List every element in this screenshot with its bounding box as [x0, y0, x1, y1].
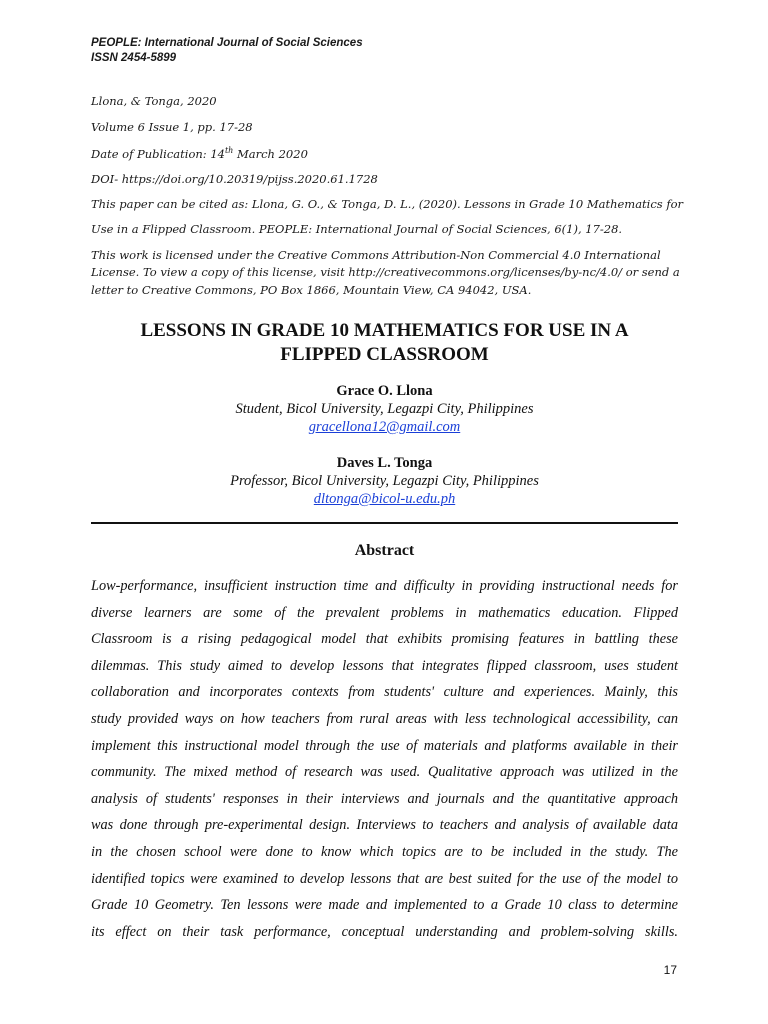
abstract-line: Grade 10 Geometry. Ten lessons were made and implemented to a Grade 10 class to determine [91, 897, 678, 914]
author-affiliation: Professor, Bicol University, Legazpi City, Philippines [230, 473, 539, 489]
abstract-line: analysis of students' responses in their interviews and journals and the quantitative approach [91, 790, 678, 807]
license-line-3: letter to Creative Commons, PO Box 1866, Mountain View, CA 94042, USA. [91, 283, 532, 297]
abstract-line: identified topics were examined to develop lessons that are best suited for the use of the model to [91, 870, 678, 887]
page-number: 17 [663, 963, 677, 977]
abstract-line: Low-performance, insufficient instruction time and difficulty in providing instructional needs for [91, 578, 678, 594]
abstract-line: Classroom is a rising pedagogical model that exhibits promising features in battling these [91, 631, 678, 648]
author-block-1 [91, 382, 678, 436]
citation-line-1: This paper can be cited as: Llona, G. O., & Tonga, D. L., (2020). Lessons in Grade 10 Mathematics for [91, 197, 684, 211]
abstract-line: community. The mixed method of research was used. Qualitative approach was utilized in the [91, 764, 678, 781]
abstract-line: collaboration and incorporates contexts from students' culture and experiences. Mainly, this [91, 684, 678, 701]
abstract-line: diverse learners are some of the prevalent problems in mathematics education. Flipped [91, 604, 678, 621]
title-line-1: LESSONS IN GRADE 10 MATHEMATICS FOR USE IN A [140, 320, 629, 341]
journal-name: PEOPLE: International Journal of Social Sciences [91, 37, 363, 49]
abstract-line: dilemmas. This study aimed to develop lessons that integrates flipped classroom, uses student [91, 657, 678, 674]
volume-info: Volume 6 Issue 1, pp. 17-28 [91, 120, 253, 134]
author-email-link[interactable]: gracellona12@gmail.com [308, 419, 461, 435]
publication-date [91, 146, 681, 161]
section-divider [91, 522, 678, 524]
pub-date-sup: th [224, 146, 234, 155]
abstract-line: implement this instructional model through the use of materials and platforms available in their [91, 737, 678, 754]
abstract-body [91, 573, 678, 945]
abstract-line: in the chosen school were done to know which topics are to be included in the study. The [91, 843, 678, 860]
author-block-2 [91, 454, 678, 508]
author-name: Daves L. Tonga [336, 455, 433, 471]
journal-issn: ISSN 2454-5899 [91, 52, 177, 64]
title-line-2: FLIPPED CLASSROOM [280, 344, 489, 365]
license-line-2: License. To view a copy of this license, visit http://creativecommons.org/licenses/by-nc/4.0/ or send a [91, 265, 680, 279]
license-line-1: This work is licensed under the Creative Commons Attribution-Non Commercial 4.0 International [91, 248, 661, 262]
author-email-link[interactable]: dltonga@bicol-u.edu.ph [313, 491, 456, 507]
citation-line-2: Use in a Flipped Classroom. PEOPLE: International Journal of Social Sciences, 6(1), 17-28. [91, 222, 623, 236]
author-affiliation: Student, Bicol University, Legazpi City, Philippines [235, 401, 534, 417]
authors-year: Llona, & Tonga, 2020 [91, 94, 217, 108]
running-header [91, 36, 363, 66]
author-name: Grace O. Llona [336, 383, 433, 399]
abstract-heading: Abstract [354, 542, 415, 559]
abstract-line: its effect on their task performance, conceptual understanding and problem-solving skills. [91, 923, 678, 940]
doi-link[interactable]: DOI- https://doi.org/10.20319/pijss.2020.61.1728 [91, 172, 378, 186]
pub-date-prefix: Date of Publication: 14 [91, 147, 225, 161]
pub-date-suffix: March 2020 [233, 147, 308, 161]
paper-title [91, 319, 678, 367]
abstract-line: study provided ways on how teachers from rural areas with less technological accessibility, can [91, 710, 678, 727]
abstract-line: was done through pre-experimental design. Interviews to teachers and analysis of available data [91, 817, 678, 834]
